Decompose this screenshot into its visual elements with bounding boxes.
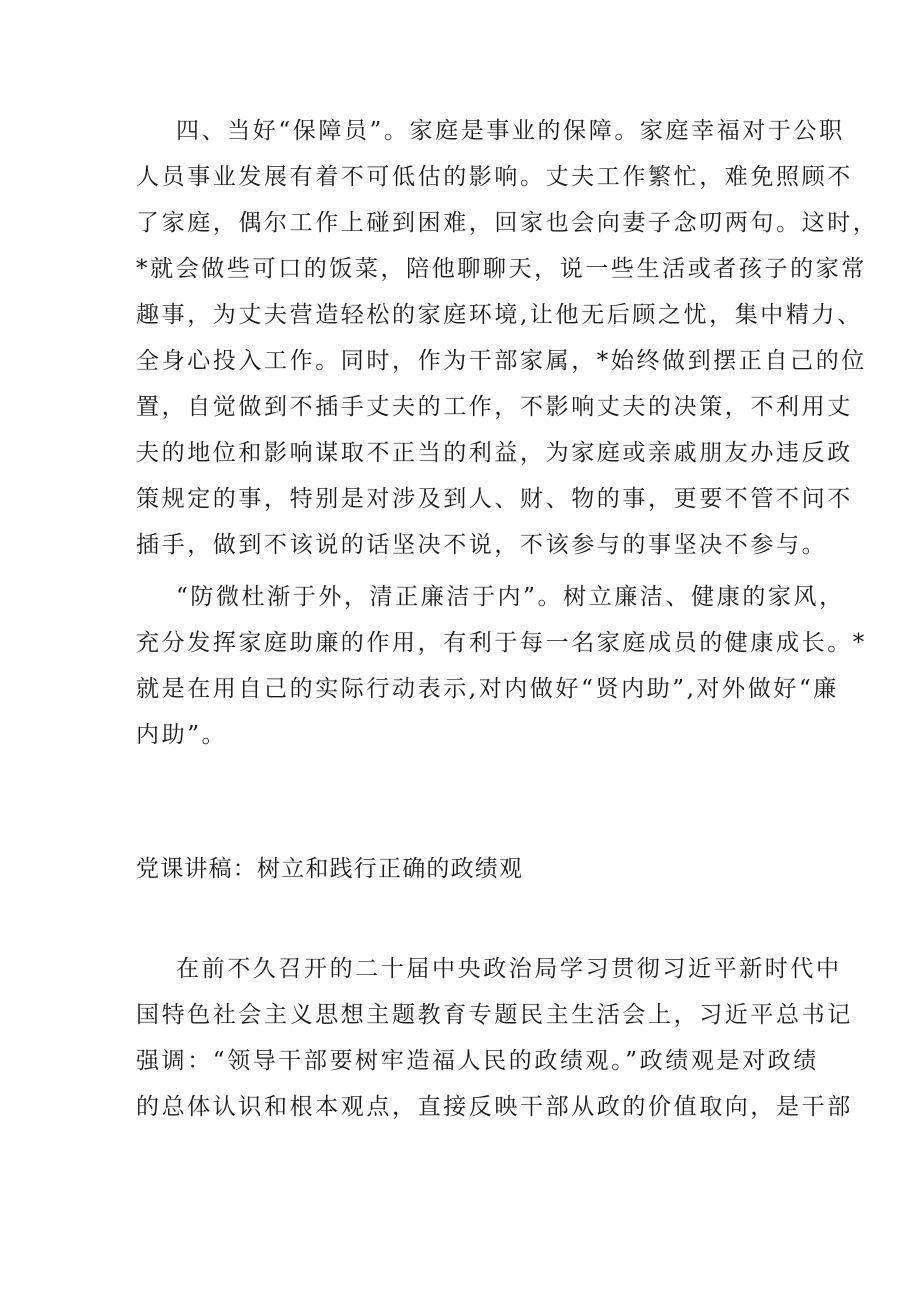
- paragraph-line: 策规定的事，特别是对涉及到人、财、物的事，更要不管不问不: [136, 486, 853, 512]
- paragraph-line: 在前不久召开的二十届中央政治局学习贯彻习近平新时代中: [176, 956, 842, 982]
- paragraph-line: 国特色社会主义思想主题教育专题民主生活会上，习近平总书记: [136, 1002, 853, 1028]
- paragraph-line: *就会做些可口的饭菜，陪他聊聊天，说一些生活或者孩子的家常: [136, 256, 867, 282]
- paragraph-line: 插手，做到不该说的话坚决不说，不该参与的事坚决不参与。: [136, 532, 828, 558]
- paragraph-line: “防微杜渐于外，清正廉洁于内”。树立廉洁、健康的家风，: [176, 584, 845, 610]
- paragraph-line: 的总体认识和根本观点，直接反映干部从政的价值取向，是干部: [136, 1094, 853, 1120]
- paragraph-line: 全身心投入工作。同时，作为干部家属，*始终做到摆正自己的位: [136, 348, 867, 374]
- paragraph-line: 就是在用自己的实际行动表示,对内做好“贤内助”,对外做好“廉: [136, 676, 839, 702]
- paragraph-line: 四、当好“保障员”。家庭是事业的保障。家庭幸福对于公职: [176, 118, 845, 144]
- article-title: 党课讲稿：树立和践行正确的政绩观: [136, 856, 524, 882]
- paragraph-line: 了家庭，偶尔工作上碰到困难，回家也会向妻子念叨两句。这时，: [136, 210, 879, 236]
- paragraph-line: 趣事，为丈夫营造轻松的家庭环境,让他无后顾之忧，集中精力、: [136, 302, 863, 328]
- paragraph-line: 置，自觉做到不插手丈夫的工作，不影响丈夫的决策，不利用丈: [136, 394, 853, 420]
- paragraph-line: 强调：“领导干部要树牢造福人民的政绩观。”政绩观是对政绩: [136, 1048, 819, 1074]
- paragraph-line: 夫的地位和影响谋取不正当的利益，为家庭或亲戚朋友办违反政: [136, 440, 853, 466]
- paragraph-line: 内助”。: [136, 722, 228, 748]
- paragraph-line: 人员事业发展有着不可低估的影响。丈夫工作繁忙，难免照顾不: [136, 164, 853, 190]
- paragraph-line: 充分发挥家庭助廉的作用，有利于每一名家庭成员的健康成长。*: [136, 630, 867, 656]
